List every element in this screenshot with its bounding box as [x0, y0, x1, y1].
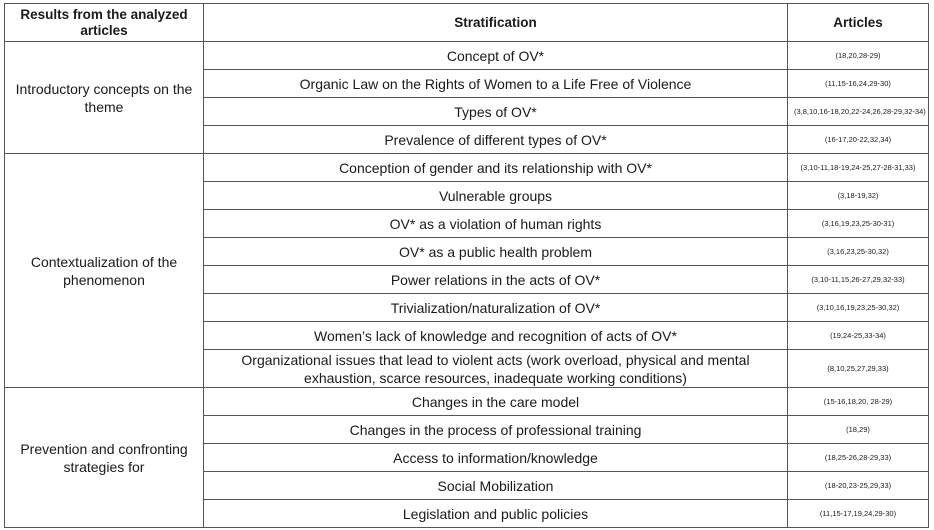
table-row	[5, 42, 929, 70]
stratification-cell: Organizational issues that lead to violent acts (work overload, physical and mental exhaustion, scarce resources, inadequate working conditions)	[204, 350, 788, 388]
articles-cell: (8,10,25,27,29,33)	[788, 350, 929, 388]
group-label-contextualization: Contextualization of the phenomenon	[5, 154, 204, 388]
articles-cell: (11,15-17,19,24,29-30)	[788, 500, 929, 528]
articles-cell: (11,15-16,24,29-30)	[788, 70, 929, 98]
stratification-cell: Legislation and public policies	[204, 500, 788, 528]
stratification-cell: Organic Law on the Rights of Women to a Life Free of Violence	[204, 70, 788, 98]
stratification-cell: Power relations in the acts of OV*	[204, 266, 788, 294]
group-label-prevention: Prevention and confronting strategies for	[5, 388, 204, 528]
stratification-cell: Social Mobilization	[204, 472, 788, 500]
articles-cell: (18,29)	[788, 416, 929, 444]
stratification-cell: OV* as a violation of human rights	[204, 210, 788, 238]
stratification-cell: Types of OV*	[204, 98, 788, 126]
articles-cell: (16-17,20-22,32,34)	[788, 126, 929, 154]
header-articles: Articles	[788, 4, 929, 42]
articles-cell: (18,20,28-29)	[788, 42, 929, 70]
articles-cell: (18-20,23-25,29,33)	[788, 472, 929, 500]
table-row	[5, 154, 929, 182]
header-results: Results from the analyzed articles	[5, 4, 204, 42]
header-stratification: Stratification	[204, 4, 788, 42]
results-table	[4, 3, 929, 528]
stratification-cell: Changes in the care model	[204, 388, 788, 416]
articles-cell: (3,10,16,19,23,25-30,32)	[788, 294, 929, 322]
articles-cell: (3,10-11,15,26-27,29,32-33)	[788, 266, 929, 294]
articles-cell: (19,24-25,33-34)	[788, 322, 929, 350]
articles-cell: (18,25-26,28-29,33)	[788, 444, 929, 472]
stratification-cell: Access to information/knowledge	[204, 444, 788, 472]
stratification-cell: Changes in the process of professional training	[204, 416, 788, 444]
header-row	[5, 4, 929, 42]
articles-cell: (15-16,18,20, 28-29)	[788, 388, 929, 416]
articles-cell: (3,18-19,32)	[788, 182, 929, 210]
articles-cell: (3,10-11,18-19,24-25,27-28-31,33)	[788, 154, 929, 182]
stratification-cell: OV* as a public health problem	[204, 238, 788, 266]
articles-cell: (3,16,19,23,25-30-31)	[788, 210, 929, 238]
stratification-cell: Conception of gender and its relationship with OV*	[204, 154, 788, 182]
table-row	[5, 388, 929, 416]
stratification-cell: Trivialization/naturalization of OV*	[204, 294, 788, 322]
stratification-cell: Women’s lack of knowledge and recognition of acts of OV*	[204, 322, 788, 350]
group-label-introductory: Introductory concepts on the theme	[5, 42, 204, 154]
stratification-cell: Prevalence of different types of OV*	[204, 126, 788, 154]
articles-cell: (3,16,23,25-30,32)	[788, 238, 929, 266]
articles-cell: (3,8,10,16-18,20,22-24,26,28-29,32-34)	[788, 98, 929, 126]
stratification-cell: Vulnerable groups	[204, 182, 788, 210]
stratification-cell: Concept of OV*	[204, 42, 788, 70]
